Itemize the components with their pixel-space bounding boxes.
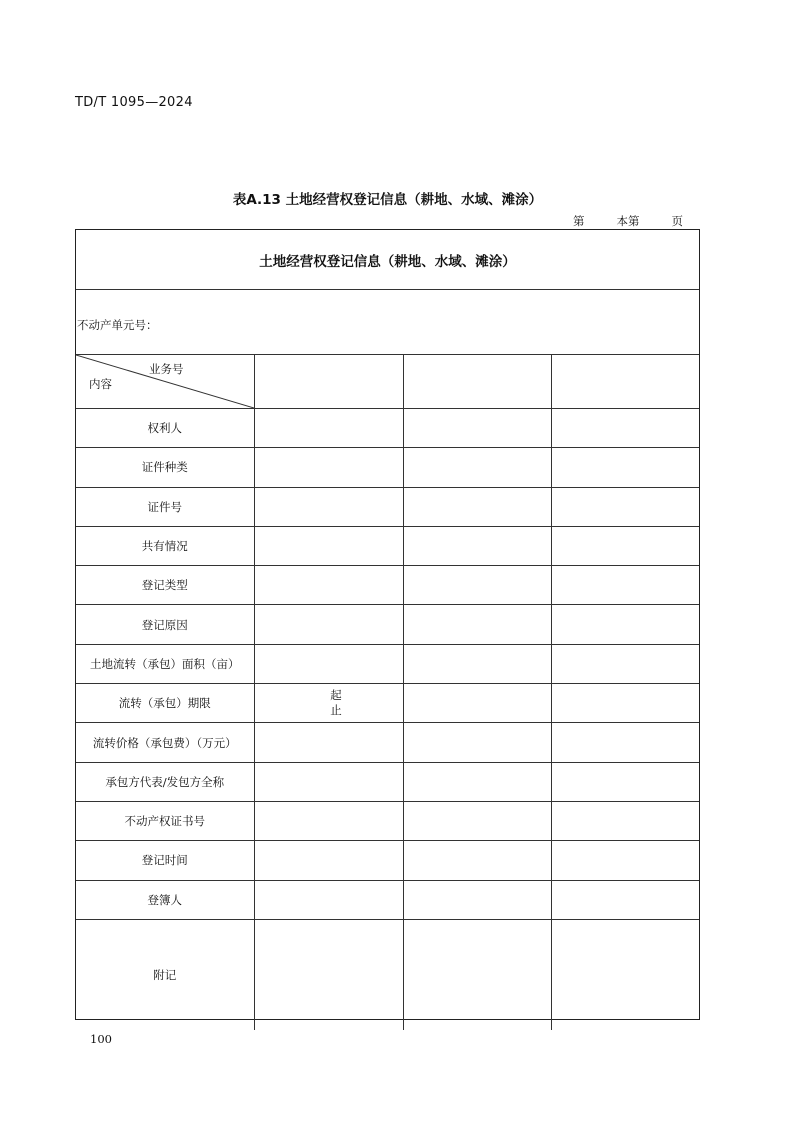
table-row [76, 566, 699, 605]
value-cell[interactable] [403, 566, 551, 605]
row-label: 不动产权证书号 [76, 801, 254, 840]
row-label: 共有情况 [76, 526, 254, 565]
value-cell[interactable] [254, 723, 403, 762]
value-cell[interactable] [551, 723, 699, 762]
unit-number-row [76, 290, 699, 355]
value-cell[interactable] [551, 841, 699, 880]
registration-form [75, 229, 700, 1020]
row-label: 权利人 [76, 409, 254, 448]
value-cell[interactable] [254, 762, 403, 801]
value-cell[interactable] [551, 644, 699, 683]
table-row [76, 487, 699, 526]
value-cell[interactable] [551, 566, 699, 605]
note-cell[interactable] [551, 919, 699, 1030]
table-row [76, 605, 699, 644]
value-cell[interactable] [403, 723, 551, 762]
table-row [76, 409, 699, 448]
value-cell[interactable] [254, 526, 403, 565]
info-table [76, 355, 699, 1030]
table-row [76, 762, 699, 801]
value-cell[interactable] [551, 448, 699, 487]
period-end-mark: 止 [330, 703, 342, 718]
value-cell[interactable] [403, 448, 551, 487]
page-indicator [573, 213, 683, 229]
value-cell[interactable] [254, 566, 403, 605]
table-row [76, 448, 699, 487]
business-number-cell[interactable] [254, 355, 403, 409]
table-caption: 表A.13 土地经营权登记信息（耕地、水域、滩涂） [232, 192, 543, 208]
value-cell[interactable] [403, 801, 551, 840]
diagonal-header-cell [76, 355, 254, 409]
note-label: 附记 [76, 919, 254, 1030]
value-cell[interactable] [403, 409, 551, 448]
row-label: 登记原因 [76, 605, 254, 644]
value-cell[interactable] [403, 644, 551, 683]
value-cell[interactable] [254, 644, 403, 683]
value-cell[interactable] [254, 801, 403, 840]
note-row [76, 919, 699, 1030]
value-cell[interactable] [551, 605, 699, 644]
row-label: 登簿人 [76, 880, 254, 919]
value-cell[interactable] [403, 880, 551, 919]
value-cell[interactable] [551, 801, 699, 840]
value-cell[interactable] [254, 841, 403, 880]
value-cell[interactable] [254, 605, 403, 644]
page-indicator-part: 页 [671, 214, 683, 228]
period-start-mark: 起 [330, 688, 342, 703]
row-label: 承包方代表/发包方全称 [76, 762, 254, 801]
value-cell[interactable] [551, 684, 699, 723]
value-cell[interactable] [551, 762, 699, 801]
value-cell[interactable] [403, 684, 551, 723]
table-row [76, 526, 699, 565]
business-number-cell[interactable] [403, 355, 551, 409]
value-cell[interactable] [403, 762, 551, 801]
business-number-header: 业务号 [149, 362, 184, 376]
value-cell[interactable] [551, 487, 699, 526]
table-row [76, 841, 699, 880]
standard-code: TD/T 1095—2024 [75, 95, 193, 110]
period-cell[interactable] [254, 684, 403, 723]
table-row [76, 644, 699, 683]
value-cell[interactable] [403, 605, 551, 644]
table-header-row [76, 355, 699, 409]
table-row [76, 880, 699, 919]
value-cell[interactable] [254, 448, 403, 487]
form-title: 土地经营权登记信息（耕地、水域、滩涂） [76, 230, 699, 290]
table-row [76, 723, 699, 762]
note-cell[interactable] [254, 919, 403, 1030]
value-cell[interactable] [403, 487, 551, 526]
value-cell[interactable] [254, 880, 403, 919]
row-label: 证件种类 [76, 448, 254, 487]
content-header: 内容 [89, 377, 112, 391]
business-number-cell[interactable] [551, 355, 699, 409]
value-cell[interactable] [254, 409, 403, 448]
value-cell[interactable] [403, 841, 551, 880]
value-cell[interactable] [551, 409, 699, 448]
value-cell[interactable] [551, 880, 699, 919]
unit-number-label: 不动产单元号： [77, 318, 158, 332]
value-cell[interactable] [551, 526, 699, 565]
table-row [76, 801, 699, 840]
row-label: 流转价格（承包费）（万元） [76, 723, 254, 762]
row-label: 流转（承包）期限 [76, 684, 254, 723]
value-cell[interactable] [403, 526, 551, 565]
row-label: 证件号 [76, 487, 254, 526]
row-label: 登记时间 [76, 841, 254, 880]
value-cell[interactable] [254, 487, 403, 526]
row-label: 土地流转（承包）面积（亩） [76, 644, 254, 683]
note-cell[interactable] [403, 919, 551, 1030]
page-number: 100 [90, 1032, 112, 1046]
period-marks [330, 688, 342, 718]
row-label: 登记类型 [76, 566, 254, 605]
page-indicator-part: 第 [573, 214, 585, 228]
table-row [76, 684, 699, 723]
page-indicator-part: 本第 [616, 214, 640, 228]
